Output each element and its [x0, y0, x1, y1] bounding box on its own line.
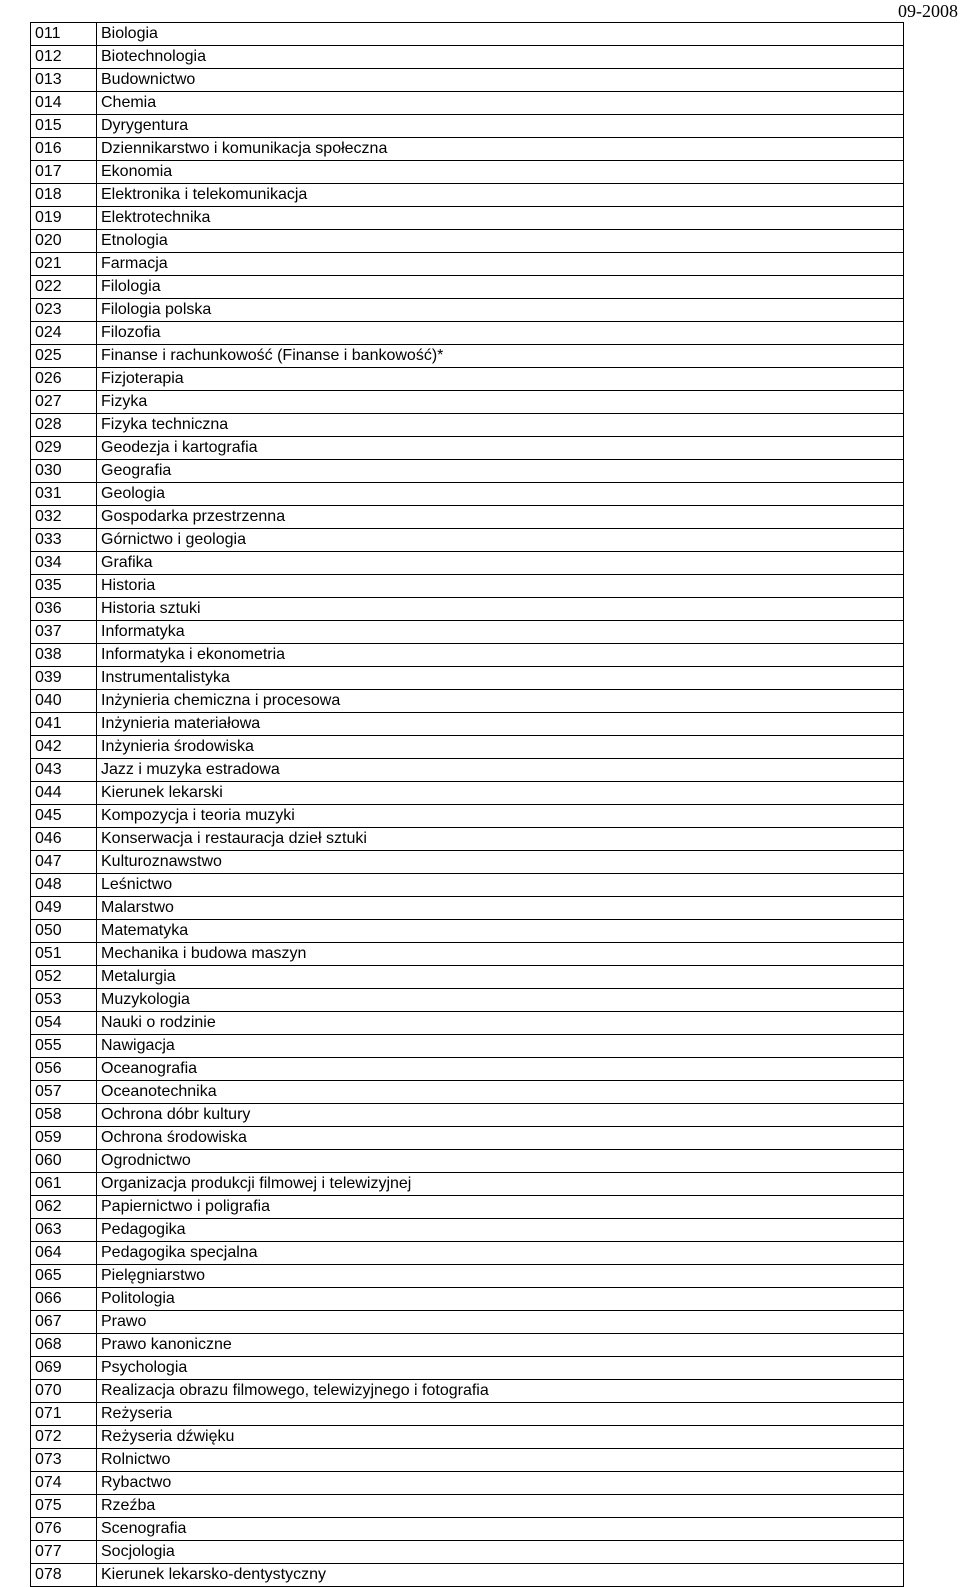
row-code: 020 — [31, 230, 97, 253]
row-name: Realizacja obrazu filmowego, telewizyjnego i fotografia — [97, 1380, 904, 1403]
table-row — [31, 1265, 904, 1288]
table-row — [31, 1104, 904, 1127]
row-code: 025 — [31, 345, 97, 368]
row-code: 042 — [31, 736, 97, 759]
row-name: Filologia — [97, 276, 904, 299]
table-row — [31, 851, 904, 874]
row-name: Biotechnologia — [97, 46, 904, 69]
row-name: Metalurgia — [97, 966, 904, 989]
table-row — [31, 1012, 904, 1035]
document-date: 09-2008 — [898, 1, 958, 21]
table-row — [31, 782, 904, 805]
row-code: 071 — [31, 1403, 97, 1426]
table-row — [31, 161, 904, 184]
row-code: 019 — [31, 207, 97, 230]
row-code: 047 — [31, 851, 97, 874]
row-name: Geodezja i kartografia — [97, 437, 904, 460]
row-name: Historia — [97, 575, 904, 598]
row-code: 058 — [31, 1104, 97, 1127]
table-row — [31, 299, 904, 322]
row-name: Grafika — [97, 552, 904, 575]
row-code: 034 — [31, 552, 97, 575]
row-code: 041 — [31, 713, 97, 736]
row-name: Rolnictwo — [97, 1449, 904, 1472]
table-row — [31, 1127, 904, 1150]
table-row — [31, 1081, 904, 1104]
table-row — [31, 1564, 904, 1587]
table-row — [31, 69, 904, 92]
table-row — [31, 1035, 904, 1058]
row-code: 031 — [31, 483, 97, 506]
table-row — [31, 1242, 904, 1265]
row-name: Socjologia — [97, 1541, 904, 1564]
row-name: Leśnictwo — [97, 874, 904, 897]
table-row — [31, 460, 904, 483]
table-row — [31, 483, 904, 506]
row-code: 033 — [31, 529, 97, 552]
table-row — [31, 1173, 904, 1196]
row-name: Rybactwo — [97, 1472, 904, 1495]
table-row — [31, 1426, 904, 1449]
row-name: Etnologia — [97, 230, 904, 253]
row-name: Fizjoterapia — [97, 368, 904, 391]
row-code: 027 — [31, 391, 97, 414]
row-code: 021 — [31, 253, 97, 276]
row-name: Filozofia — [97, 322, 904, 345]
row-code: 029 — [31, 437, 97, 460]
table-row — [31, 1541, 904, 1564]
row-code: 050 — [31, 920, 97, 943]
row-name: Prawo — [97, 1311, 904, 1334]
row-name: Nauki o rodzinie — [97, 1012, 904, 1035]
row-code: 069 — [31, 1357, 97, 1380]
row-code: 055 — [31, 1035, 97, 1058]
row-code: 022 — [31, 276, 97, 299]
row-name: Muzykologia — [97, 989, 904, 1012]
row-name: Matematyka — [97, 920, 904, 943]
row-name: Fizyka techniczna — [97, 414, 904, 437]
table-row — [31, 759, 904, 782]
row-code: 039 — [31, 667, 97, 690]
row-code: 043 — [31, 759, 97, 782]
row-name: Elektrotechnika — [97, 207, 904, 230]
row-name: Inżynieria materiałowa — [97, 713, 904, 736]
row-code: 066 — [31, 1288, 97, 1311]
table-row — [31, 713, 904, 736]
table-row — [31, 1472, 904, 1495]
row-name: Inżynieria chemiczna i procesowa — [97, 690, 904, 713]
row-code: 065 — [31, 1265, 97, 1288]
table-row — [31, 276, 904, 299]
row-code: 074 — [31, 1472, 97, 1495]
table-row — [31, 805, 904, 828]
row-code: 051 — [31, 943, 97, 966]
row-code: 016 — [31, 138, 97, 161]
row-name: Elektronika i telekomunikacja — [97, 184, 904, 207]
row-name: Oceanografia — [97, 1058, 904, 1081]
row-name: Jazz i muzyka estradowa — [97, 759, 904, 782]
table-row — [31, 23, 904, 46]
row-code: 076 — [31, 1518, 97, 1541]
row-code: 053 — [31, 989, 97, 1012]
row-code: 061 — [31, 1173, 97, 1196]
table-row — [31, 207, 904, 230]
table-row — [31, 575, 904, 598]
row-name: Kulturoznawstwo — [97, 851, 904, 874]
table-row — [31, 138, 904, 161]
row-name: Finanse i rachunkowość (Finanse i bankowość)* — [97, 345, 904, 368]
table-row — [31, 92, 904, 115]
table-row — [31, 1495, 904, 1518]
table-row — [31, 1288, 904, 1311]
table-row — [31, 437, 904, 460]
row-code: 059 — [31, 1127, 97, 1150]
table-row — [31, 1403, 904, 1426]
row-code: 063 — [31, 1219, 97, 1242]
row-name: Biologia — [97, 23, 904, 46]
table-row — [31, 1150, 904, 1173]
row-name: Górnictwo i geologia — [97, 529, 904, 552]
row-code: 068 — [31, 1334, 97, 1357]
row-name: Farmacja — [97, 253, 904, 276]
table-row — [31, 529, 904, 552]
table-row — [31, 322, 904, 345]
row-code: 030 — [31, 460, 97, 483]
row-code: 012 — [31, 46, 97, 69]
row-code: 070 — [31, 1380, 97, 1403]
table-row — [31, 736, 904, 759]
row-code: 075 — [31, 1495, 97, 1518]
table-row — [31, 1449, 904, 1472]
table-row — [31, 920, 904, 943]
row-code: 028 — [31, 414, 97, 437]
table-row — [31, 115, 904, 138]
row-name: Organizacja produkcji filmowej i telewizyjnej — [97, 1173, 904, 1196]
table-row — [31, 552, 904, 575]
row-name: Malarstwo — [97, 897, 904, 920]
table-row — [31, 828, 904, 851]
table-row — [31, 368, 904, 391]
row-name: Geografia — [97, 460, 904, 483]
row-code: 044 — [31, 782, 97, 805]
table-row — [31, 690, 904, 713]
row-code: 067 — [31, 1311, 97, 1334]
table-row — [31, 897, 904, 920]
row-name: Geologia — [97, 483, 904, 506]
row-code: 078 — [31, 1564, 97, 1587]
row-name: Reżyseria — [97, 1403, 904, 1426]
table-row — [31, 184, 904, 207]
row-code: 015 — [31, 115, 97, 138]
row-code: 035 — [31, 575, 97, 598]
row-code: 018 — [31, 184, 97, 207]
row-code: 062 — [31, 1196, 97, 1219]
row-code: 049 — [31, 897, 97, 920]
row-code: 054 — [31, 1012, 97, 1035]
row-code: 073 — [31, 1449, 97, 1472]
row-name: Pedagogika specjalna — [97, 1242, 904, 1265]
table-row — [31, 943, 904, 966]
row-name: Politologia — [97, 1288, 904, 1311]
table-row — [31, 966, 904, 989]
row-name: Informatyka — [97, 621, 904, 644]
table-row — [31, 1380, 904, 1403]
row-code: 023 — [31, 299, 97, 322]
table-row — [31, 1311, 904, 1334]
table-row — [31, 644, 904, 667]
row-name: Kompozycja i teoria muzyki — [97, 805, 904, 828]
row-name: Rzeźba — [97, 1495, 904, 1518]
table-body — [31, 23, 904, 1587]
row-code: 038 — [31, 644, 97, 667]
row-name: Informatyka i ekonometria — [97, 644, 904, 667]
table-row — [31, 1196, 904, 1219]
row-name: Pedagogika — [97, 1219, 904, 1242]
row-name: Reżyseria dźwięku — [97, 1426, 904, 1449]
row-name: Historia sztuki — [97, 598, 904, 621]
row-name: Chemia — [97, 92, 904, 115]
row-name: Prawo kanoniczne — [97, 1334, 904, 1357]
row-name: Nawigacja — [97, 1035, 904, 1058]
row-name: Filologia polska — [97, 299, 904, 322]
table-row — [31, 1518, 904, 1541]
row-code: 045 — [31, 805, 97, 828]
row-code: 064 — [31, 1242, 97, 1265]
table-row — [31, 253, 904, 276]
row-name: Scenografia — [97, 1518, 904, 1541]
row-name: Pielęgniarstwo — [97, 1265, 904, 1288]
row-name: Konserwacja i restauracja dzieł sztuki — [97, 828, 904, 851]
row-code: 026 — [31, 368, 97, 391]
field-of-study-table — [30, 22, 904, 1587]
row-name: Oceanotechnika — [97, 1081, 904, 1104]
table-row — [31, 1334, 904, 1357]
row-code: 048 — [31, 874, 97, 897]
row-code: 072 — [31, 1426, 97, 1449]
row-name: Ogrodnictwo — [97, 1150, 904, 1173]
table-row — [31, 46, 904, 69]
row-name: Dziennikarstwo i komunikacja społeczna — [97, 138, 904, 161]
row-name: Dyrygentura — [97, 115, 904, 138]
row-name: Papiernictwo i poligrafia — [97, 1196, 904, 1219]
row-name: Instrumentalistyka — [97, 667, 904, 690]
table-row — [31, 989, 904, 1012]
row-code: 057 — [31, 1081, 97, 1104]
row-name: Kierunek lekarsko-dentystyczny — [97, 1564, 904, 1587]
table-row — [31, 230, 904, 253]
row-name: Budownictwo — [97, 69, 904, 92]
row-name: Mechanika i budowa maszyn — [97, 943, 904, 966]
row-code: 036 — [31, 598, 97, 621]
table-row — [31, 1219, 904, 1242]
row-code: 056 — [31, 1058, 97, 1081]
row-name: Fizyka — [97, 391, 904, 414]
table-row — [31, 1058, 904, 1081]
row-code: 032 — [31, 506, 97, 529]
table-row — [31, 345, 904, 368]
row-code: 013 — [31, 69, 97, 92]
table-row — [31, 506, 904, 529]
table-row — [31, 598, 904, 621]
table-row — [31, 391, 904, 414]
row-code: 014 — [31, 92, 97, 115]
row-code: 060 — [31, 1150, 97, 1173]
row-name: Ochrona środowiska — [97, 1127, 904, 1150]
row-name: Gospodarka przestrzenna — [97, 506, 904, 529]
row-code: 046 — [31, 828, 97, 851]
row-name: Psychologia — [97, 1357, 904, 1380]
row-code: 052 — [31, 966, 97, 989]
row-code: 037 — [31, 621, 97, 644]
row-code: 017 — [31, 161, 97, 184]
row-code: 040 — [31, 690, 97, 713]
table-row — [31, 414, 904, 437]
table-row — [31, 621, 904, 644]
row-name: Ekonomia — [97, 161, 904, 184]
table-row — [31, 874, 904, 897]
row-name: Ochrona dóbr kultury — [97, 1104, 904, 1127]
row-code: 011 — [31, 23, 97, 46]
row-code: 024 — [31, 322, 97, 345]
row-name: Inżynieria środowiska — [97, 736, 904, 759]
row-name: Kierunek lekarski — [97, 782, 904, 805]
row-code: 077 — [31, 1541, 97, 1564]
table-row — [31, 667, 904, 690]
table-row — [31, 1357, 904, 1380]
